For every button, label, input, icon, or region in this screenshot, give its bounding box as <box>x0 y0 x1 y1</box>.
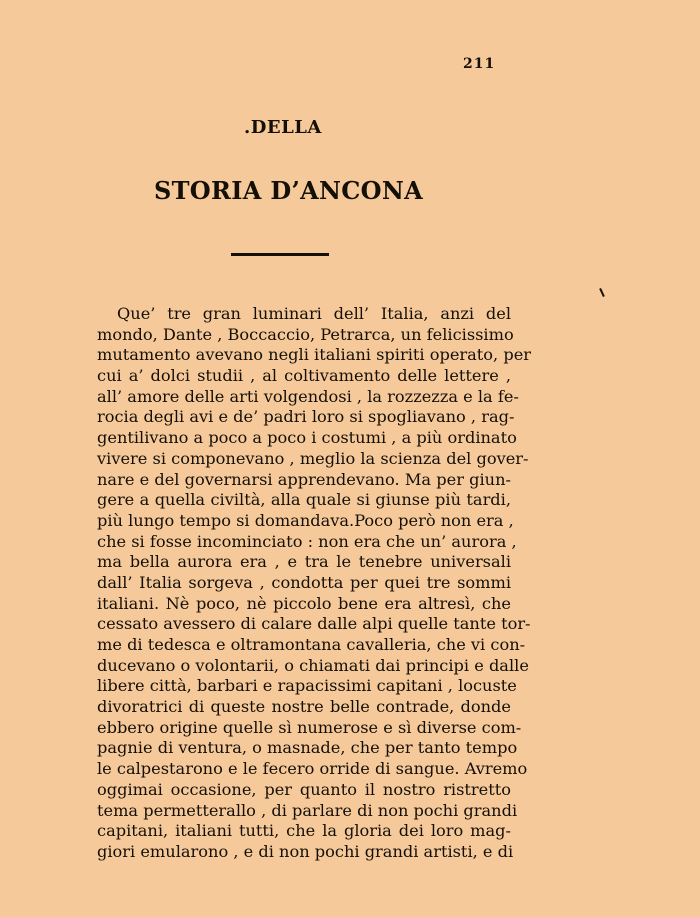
chapter-title: STORIA D’ANCONA <box>154 176 424 205</box>
text-line: cessato avessero di calare dalle alpi quelle tante tor- <box>97 614 531 634</box>
text-line: ebbero origine quelle sì numerose e sì diverse com- <box>97 717 522 737</box>
text-line: rocia degli avi e de’ padri loro si spogliavano , rag- <box>97 407 515 427</box>
text-line: mutamento avevano negli italiani spiriti operato, per <box>97 345 532 365</box>
text-line: dall’ Italia sorgeva , condotta per quei tre sommi <box>97 572 511 592</box>
text-line: ducevano o volontarii, o chiamati dai principi e dalle <box>97 655 529 675</box>
text-line: più lungo tempo si domandava.Poco però non era , <box>97 510 514 530</box>
text-line: ma bella aurora era , e tra le tenebre universali <box>97 552 511 572</box>
text-line: pagnie di ventura, o masnade, che per tanto tempo <box>97 738 518 758</box>
text-line: Que’ tre gran luminari dell’ Italia, anzi del <box>117 304 511 323</box>
text-line: all’ amore delle arti volgendosi , la rozzezza e la fe- <box>97 386 519 406</box>
text-line: tema permetterallo , di parlare di non pochi grandi <box>97 800 518 820</box>
text-line: libere città, barbari e rapacissimi capitani , locuste <box>97 676 517 696</box>
text-line: gere a quella civiltà, alla quale si giunse più tardi, <box>97 490 511 510</box>
text-line: giori emularono , e di non pochi grandi artisti, e di <box>97 841 514 861</box>
page-number: 211 <box>463 56 496 72</box>
text-line: italiani. Nè poco, nè piccolo bene era altresì, che <box>97 593 511 613</box>
body-text <box>97 304 532 863</box>
text-line: me di tedesca e oltramontana cavalleria, che vi con- <box>97 635 526 654</box>
text-line: gentilivano a poco a poco i costumi , a più ordinato <box>97 428 517 448</box>
text-line: vivere si componevano , meglio la scienza del gover- <box>97 448 529 468</box>
text-line: divoratrici di queste nostre belle contrade, donde <box>97 697 511 717</box>
text-line: mondo, Dante , Boccaccio, Petrarca, un felicissimo <box>97 324 514 344</box>
text-line: oggimai occasione, per quanto il nostro ristretto <box>97 779 511 799</box>
text-line: cui a’ dolci studii , al coltivamento delle lettere , <box>97 366 511 386</box>
section-subtitle: .DELLA <box>244 117 322 138</box>
text-line: le calpestarono e le fecero orride di sangue. Avremo <box>97 759 528 779</box>
text-line: nare e del governarsi apprendevano. Ma per giun- <box>97 469 511 489</box>
text-line: che si fosse incominciato : non era che un’ aurora , <box>97 531 517 551</box>
title-rule <box>231 253 329 256</box>
stray-ink-mark <box>599 288 605 297</box>
text-line: capitani, italiani tutti, che la gloria dei loro mag- <box>97 821 511 841</box>
